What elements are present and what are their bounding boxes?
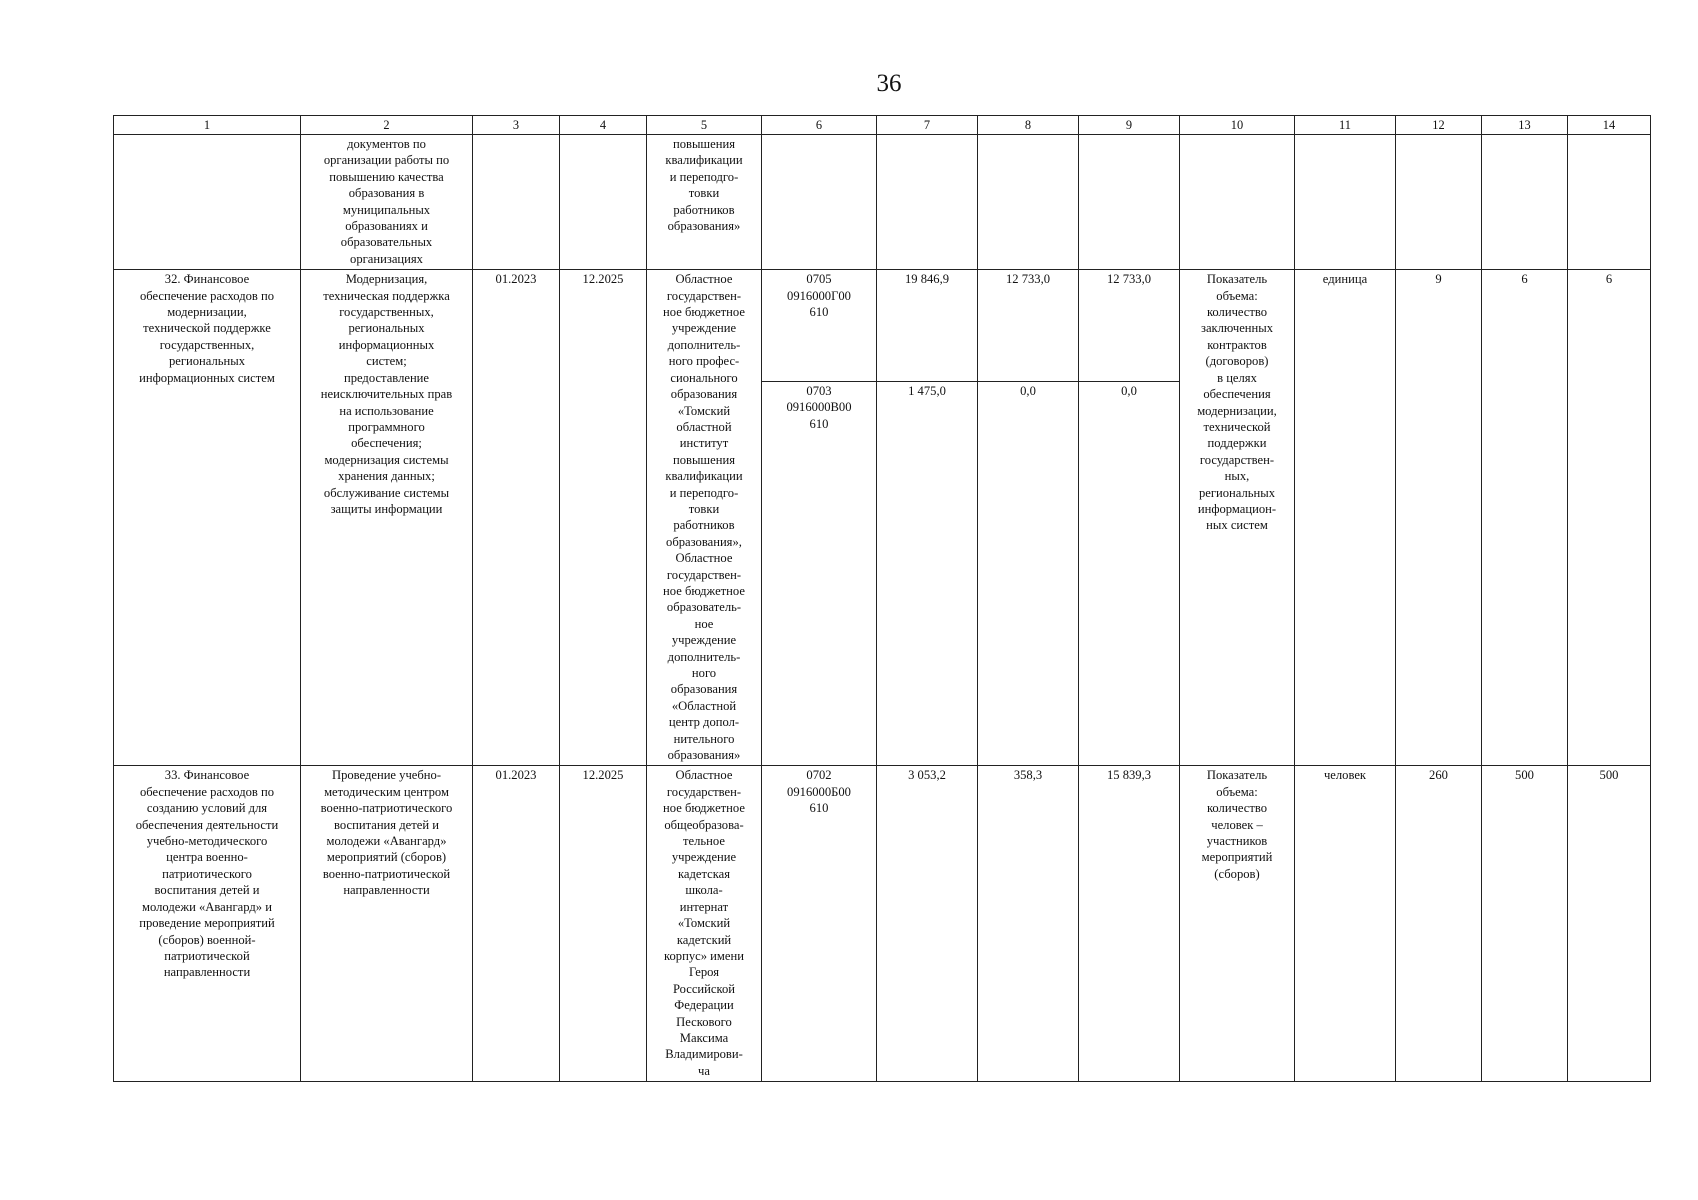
cell-description: документов по организации работы по повышению качества образования в муниципальных образованиях и образовательных организациях	[301, 135, 473, 270]
cell-budget-code: 0705 0916000Г00 610	[762, 270, 877, 382]
budget-table	[113, 115, 1651, 1082]
column-number: 7	[877, 116, 978, 135]
cell-amount-2025	[1079, 135, 1180, 270]
cell-value-2024: 6	[1482, 270, 1568, 766]
cell-value-2023: 260	[1396, 766, 1482, 1082]
cell-amount-2023: 1 475,0	[877, 381, 978, 766]
page-number: 36	[876, 70, 902, 97]
column-number: 1	[114, 116, 301, 135]
cell-amount-2023: 3 053,2	[877, 766, 978, 1082]
cell-indicator: Показатель объема: количество заключенных контрактов (договоров) в целях обеспечения модернизации, технической поддержки государствен- ных, региональных информацион- ных систем	[1180, 270, 1295, 766]
cell-executor: повышения квалификации и переподго- товки работников образования»	[647, 135, 762, 270]
cell-value-2023	[1396, 135, 1482, 270]
cell-amount-2024: 0,0	[978, 381, 1079, 766]
column-number-row	[114, 116, 1651, 135]
column-number: 14	[1568, 116, 1651, 135]
column-number: 10	[1180, 116, 1295, 135]
cell-description: Проведение учебно- методическим центром военно-патриотического воспитания детей и молодежи «Авангард» мероприятий (сборов) военно-патриотической направленности	[301, 766, 473, 1082]
cell-executor: Областное государствен- ное бюджетное общеобразова- тельное учреждение кадетская школа- интернат «Томский кадетский корпус» имени Героя Российской Федерации Пескового Максима Владимирови- ча	[647, 766, 762, 1082]
cell-end-date	[560, 135, 647, 270]
cell-value-2024: 500	[1482, 766, 1568, 1082]
cell-unit	[1295, 135, 1396, 270]
cell-activity	[114, 135, 301, 270]
cell-value-2025: 500	[1568, 766, 1651, 1082]
cell-activity: 32. Финансовое обеспечение расходов по модернизации, технической поддержке государственных, региональных информационных систем	[114, 270, 301, 766]
table-row	[114, 135, 1651, 270]
cell-start-date: 01.2023	[473, 766, 560, 1082]
cell-indicator	[1180, 135, 1295, 270]
cell-budget-code: 0703 0916000В00 610	[762, 381, 877, 766]
column-number: 5	[647, 116, 762, 135]
cell-value-2025: 6	[1568, 270, 1651, 766]
column-number: 8	[978, 116, 1079, 135]
cell-value-2025	[1568, 135, 1651, 270]
column-number: 6	[762, 116, 877, 135]
table-row	[114, 766, 1651, 1082]
cell-unit: человек	[1295, 766, 1396, 1082]
cell-indicator: Показатель объема: количество человек – участников мероприятий (сборов)	[1180, 766, 1295, 1082]
cell-amount-2025: 12 733,0	[1079, 270, 1180, 382]
cell-amount-2024: 358,3	[978, 766, 1079, 1082]
column-number: 3	[473, 116, 560, 135]
cell-amount-2024	[978, 135, 1079, 270]
cell-description: Модернизация, техническая поддержка государственных, региональных информационных систем; предоставление неисключительных прав на использование программного обеспечения; модернизация системы хранения данных; обслуживание системы защиты информации	[301, 270, 473, 766]
column-number: 12	[1396, 116, 1482, 135]
cell-amount-2023: 19 846,9	[877, 270, 978, 382]
cell-amount-2023	[877, 135, 978, 270]
cell-executor: Областное государствен- ное бюджетное учреждение дополнитель- ного профес- сионального образования «Томский областной институт повышения квалификации и переподго- товки работников образования», Областное государствен- ное бюджетное образователь- ное учреждение дополнитель- ного образования «Областной центр допол- нительного образования»	[647, 270, 762, 766]
cell-value-2023: 9	[1396, 270, 1482, 766]
column-number: 13	[1482, 116, 1568, 135]
table-row	[114, 270, 1651, 382]
cell-budget-code	[762, 135, 877, 270]
cell-start-date: 01.2023	[473, 270, 560, 766]
cell-value-2024	[1482, 135, 1568, 270]
cell-end-date: 12.2025	[560, 270, 647, 766]
cell-amount-2025: 15 839,3	[1079, 766, 1180, 1082]
cell-end-date: 12.2025	[560, 766, 647, 1082]
column-number: 2	[301, 116, 473, 135]
column-number: 11	[1295, 116, 1396, 135]
column-number: 9	[1079, 116, 1180, 135]
cell-activity: 33. Финансовое обеспечение расходов по созданию условий для обеспечения деятельности учебно-методического центра военно- патриотического воспитания детей и молодежи «Авангард» и проведение мероприятий (сборов) военной- патриотической направленности	[114, 766, 301, 1082]
column-number: 4	[560, 116, 647, 135]
cell-unit: единица	[1295, 270, 1396, 766]
cell-start-date	[473, 135, 560, 270]
cell-amount-2024: 12 733,0	[978, 270, 1079, 382]
cell-budget-code: 0702 0916000Б00 610	[762, 766, 877, 1082]
cell-amount-2025: 0,0	[1079, 381, 1180, 766]
